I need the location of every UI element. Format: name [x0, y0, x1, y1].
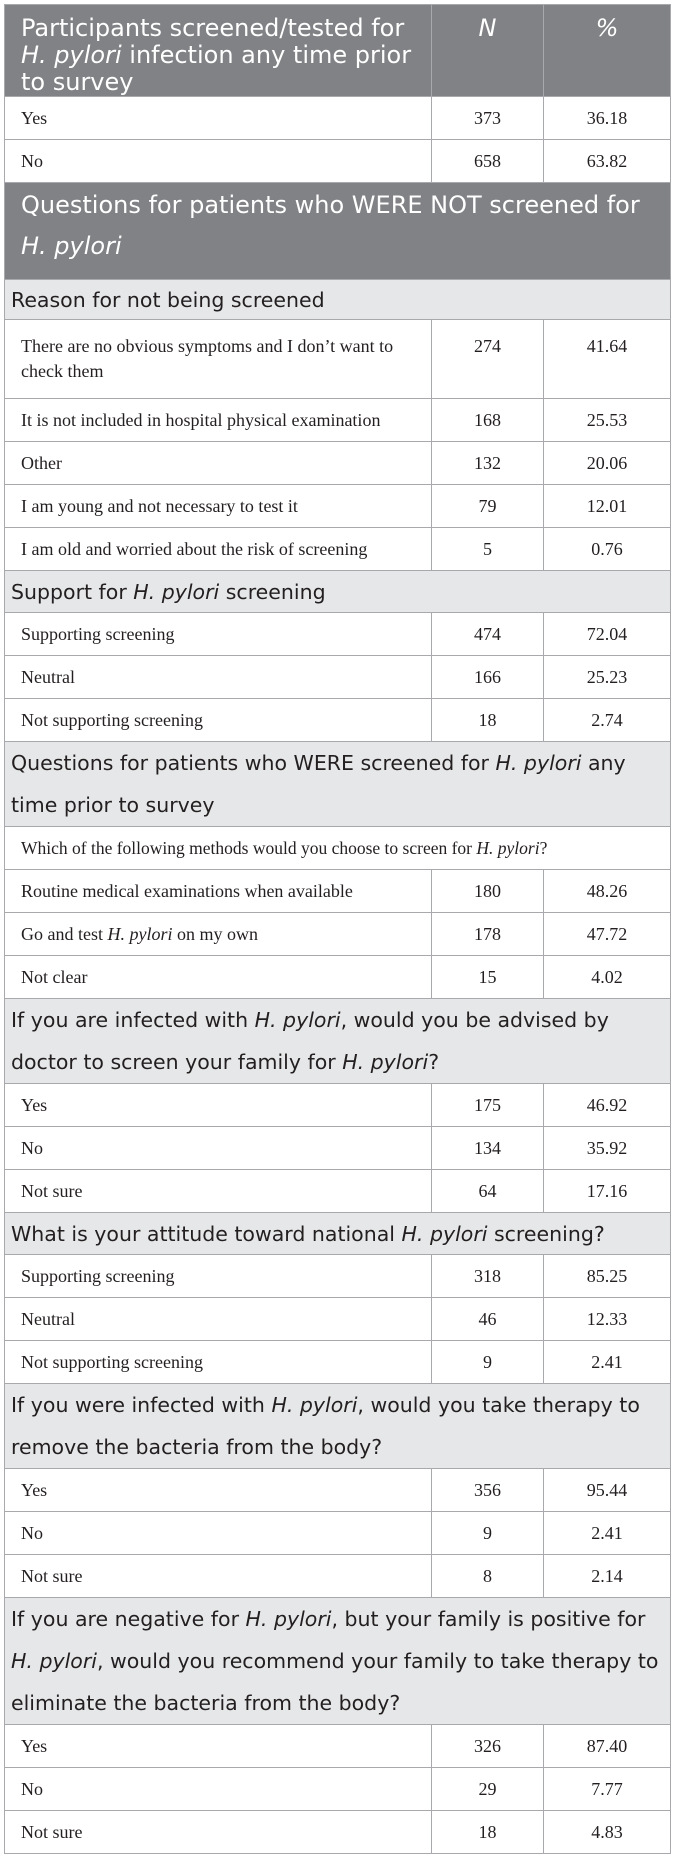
row-label: I am old and worried about the risk of screening	[5, 528, 432, 571]
row-label: Not clear	[5, 956, 432, 999]
table-row	[5, 399, 671, 442]
row-pct: 25.23	[544, 656, 671, 699]
section-reason-title: Reason for not being screened	[5, 280, 671, 320]
row-n: 175	[432, 1084, 544, 1127]
table-row	[5, 699, 671, 742]
table-row	[5, 1341, 671, 1384]
row-pct: 12.01	[544, 485, 671, 528]
table-row	[5, 442, 671, 485]
section-row	[5, 742, 671, 827]
table-row	[5, 613, 671, 656]
row-label: Yes	[5, 1725, 432, 1768]
row-n: 79	[432, 485, 544, 528]
row-pct: 48.26	[544, 870, 671, 913]
row-pct: 12.33	[544, 1298, 671, 1341]
row-pct: 63.82	[544, 140, 671, 183]
row-label: Yes	[5, 97, 432, 140]
section-row	[5, 1598, 671, 1725]
row-n: 180	[432, 870, 544, 913]
row-n: 18	[432, 699, 544, 742]
row-pct: 0.76	[544, 528, 671, 571]
row-n: 134	[432, 1127, 544, 1170]
row-pct: 46.92	[544, 1084, 671, 1127]
row-label: Other	[5, 442, 432, 485]
table-row	[5, 1555, 671, 1598]
row-pct: 2.74	[544, 699, 671, 742]
row-n: 9	[432, 1512, 544, 1555]
row-pct: 72.04	[544, 613, 671, 656]
row-label: Supporting screening	[5, 613, 432, 656]
section-attitude-title: What is your attitude toward national H. pylori screening?	[5, 1213, 671, 1255]
table-row	[5, 1298, 671, 1341]
survey-table	[4, 4, 671, 1854]
row-label: Not supporting screening	[5, 1341, 432, 1384]
section-row	[5, 280, 671, 320]
row-pct: 4.02	[544, 956, 671, 999]
row-n: 18	[432, 1811, 544, 1854]
row-pct: 20.06	[544, 442, 671, 485]
section-row	[5, 1384, 671, 1469]
not-screened-header-row	[5, 183, 671, 280]
row-pct: 4.83	[544, 1811, 671, 1854]
row-n: 318	[432, 1255, 544, 1298]
table-row	[5, 913, 671, 956]
table-row	[5, 1512, 671, 1555]
table-row	[5, 140, 671, 183]
row-n: 5	[432, 528, 544, 571]
row-pct: 25.53	[544, 399, 671, 442]
table-row	[5, 1469, 671, 1512]
row-pct: 85.25	[544, 1255, 671, 1298]
row-label: I am young and not necessary to test it	[5, 485, 432, 528]
table-row	[5, 656, 671, 699]
row-n: 658	[432, 140, 544, 183]
row-pct: 36.18	[544, 97, 671, 140]
table-row	[5, 97, 671, 140]
table-header-row	[5, 5, 671, 97]
row-n: 64	[432, 1170, 544, 1213]
row-n: 274	[432, 320, 544, 399]
table-row	[5, 1725, 671, 1768]
table-row	[5, 956, 671, 999]
row-label: Neutral	[5, 656, 432, 699]
row-label: No	[5, 1512, 432, 1555]
header-n: N	[432, 5, 544, 97]
row-pct: 95.44	[544, 1469, 671, 1512]
row-n: 46	[432, 1298, 544, 1341]
row-n: 8	[432, 1555, 544, 1598]
row-n: 9	[432, 1341, 544, 1384]
row-label: Go and test H. pylori on my own	[5, 913, 432, 956]
table-row	[5, 485, 671, 528]
row-label: Routine medical examinations when available	[5, 870, 432, 913]
table-row	[5, 528, 671, 571]
row-label: Not sure	[5, 1170, 432, 1213]
row-pct: 17.16	[544, 1170, 671, 1213]
row-n: 178	[432, 913, 544, 956]
section-family-title: If you are infected with H. pylori, would you be advised by doctor to screen your family for H. pylori?	[5, 999, 671, 1084]
row-label: Neutral	[5, 1298, 432, 1341]
section-row	[5, 571, 671, 613]
section-screened-title: Questions for patients who WERE screened for H. pylori any time prior to survey	[5, 742, 671, 827]
table-row	[5, 1768, 671, 1811]
row-n: 166	[432, 656, 544, 699]
section-support-title: Support for H. pylori screening	[5, 571, 671, 613]
row-n: 474	[432, 613, 544, 656]
table-row	[5, 870, 671, 913]
row-label: No	[5, 140, 432, 183]
methods-question: Which of the following methods would you choose to screen for H. pylori?	[5, 827, 671, 870]
table-row	[5, 1811, 671, 1854]
section-recommend-title: If you are negative for H. pylori, but your family is positive for H. pylori, would you recommend your family to take therapy to eliminate the bacteria from the body?	[5, 1598, 671, 1725]
section-therapy-title: If you were infected with H. pylori, would you take therapy to remove the bacteria from the body?	[5, 1384, 671, 1469]
row-label: It is not included in hospital physical examination	[5, 399, 432, 442]
row-label: Not supporting screening	[5, 699, 432, 742]
section-row	[5, 1213, 671, 1255]
row-n: 132	[432, 442, 544, 485]
row-n: 168	[432, 399, 544, 442]
row-pct: 2.14	[544, 1555, 671, 1598]
row-label: Supporting screening	[5, 1255, 432, 1298]
row-pct: 2.41	[544, 1341, 671, 1384]
row-pct: 35.92	[544, 1127, 671, 1170]
section-row	[5, 999, 671, 1084]
question-row	[5, 827, 671, 870]
row-label: Not sure	[5, 1811, 432, 1854]
row-label: Not sure	[5, 1555, 432, 1598]
row-pct: 7.77	[544, 1768, 671, 1811]
row-n: 373	[432, 97, 544, 140]
row-label: There are no obvious symptoms and I don’t want to check them	[5, 320, 432, 399]
row-n: 15	[432, 956, 544, 999]
header-pct: %	[544, 5, 671, 97]
row-pct: 47.72	[544, 913, 671, 956]
table-row	[5, 1084, 671, 1127]
row-n: 326	[432, 1725, 544, 1768]
row-label: No	[5, 1127, 432, 1170]
header-label: Participants screened/tested for H. pylori infection any time prior to survey	[5, 5, 432, 97]
row-label: Yes	[5, 1084, 432, 1127]
row-pct: 87.40	[544, 1725, 671, 1768]
table-row	[5, 1127, 671, 1170]
row-n: 29	[432, 1768, 544, 1811]
row-label: No	[5, 1768, 432, 1811]
row-label: Yes	[5, 1469, 432, 1512]
row-pct: 41.64	[544, 320, 671, 399]
row-pct: 2.41	[544, 1512, 671, 1555]
row-n: 356	[432, 1469, 544, 1512]
not-screened-header: Questions for patients who WERE NOT screened for H. pylori	[5, 183, 671, 280]
table-row	[5, 1170, 671, 1213]
table-row	[5, 320, 671, 399]
table-row	[5, 1255, 671, 1298]
